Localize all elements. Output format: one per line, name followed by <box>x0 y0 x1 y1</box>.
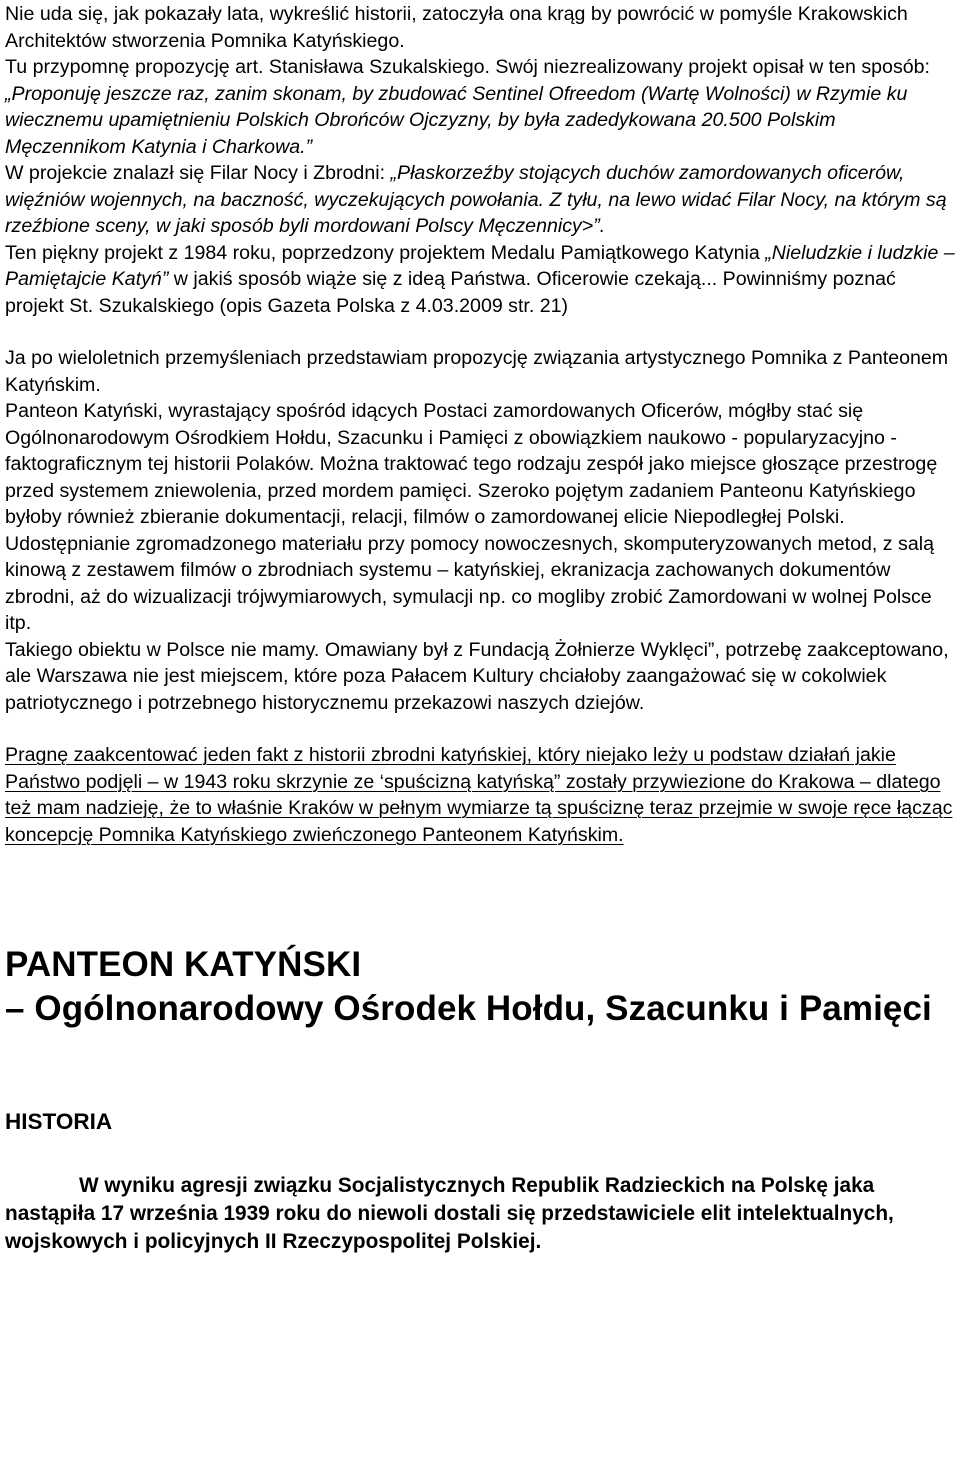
text-no-such-object: Takiego obiektu w Polsce nie mamy. Omawiany był z Fundacją Żołnierze Wyklęci”, potrzebę zaakceptowano, ale Warszawa nie jest miejscem, które poza Pałacem Kultury chciałoby zaangażować się w cokolwiek patriotycznego i potrzebnego historycznemu przekazowi naszych dziejów. <box>5 638 949 714</box>
paragraph-historia-intro: W wyniku agresji związku Socjalistycznych Republik Radzieckich na Polskę jaka nastąpiła 17 września 1939 roku do niewoli dostali się przedstawiciele elit intelektualnych, wojskowych i policyjnych II Rzeczypospolitej Polskiej. <box>5 1174 894 1253</box>
text-filar-line: W projekcie znalazł się Filar Nocy i Zbrodni: <box>5 162 391 184</box>
quote-plaskorzezby: „Płaskorzeźby stojących duchów zamordowanych oficerów, więźniów wojennych, na baczność, wyczekujących powołania. Z tyłu, na lewo widać Filar Nocy, na którym są rzeźbione sceny, w jaki sposób byli mordowani Polscy Męczennicy>”. <box>5 162 947 237</box>
section-heading-historia: HISTORIA <box>5 1109 113 1134</box>
heading-title: PANTEON KATYŃSKI <box>5 945 362 984</box>
text-projekt-end: w jakiś sposób wiąże się z ideą Państwa. Oficerowie czekają... Powinniśmy poznać projekt St. Szukalskiego (opis Gazeta Polska z 4.03.2009 str. 21) <box>5 268 896 317</box>
paragraph-emphasis-underlined: Pragnę zaakcentować jeden fakt z historii zbrodni katyńskiej, który niejako leży u podstaw działań jakie Państwo podjęli – w 1943 roku skrzynie ze ‘spuścizną katyńską” zostały przywiezione do Krakowa – dlatego też mam nadzieję, że to właśnie Kraków w pełnym wymiarze tą spuściznę teraz przejmie w swoje ręce łącząc koncepcję Pomnika Katyńskiego zwieńczonego Panteonem Katyńskim. <box>5 744 953 846</box>
heading-subtitle: – Ogólnonarodowy Ośrodek Hołdu, Szacunku i Pamięci <box>5 989 932 1028</box>
text-szukalski-line: Tu przypomnę propozycję art. Stanisława Szukalskiego. Swój niezrealizowany projekt opisał w ten sposób: <box>5 56 930 78</box>
quote-sentinel: „Proponuję jeszcze raz, zanim skonam, by zbudować Sentinel Ofreedom (Wartę Wolności) w Rzymie ku wiecznemu upamiętnieniu Polskich Obrońców Ojczyzny, by była zadedykowana 20.500 Polskim Męczennikom Katynia i Charkowa.” <box>5 82 908 158</box>
quote-medal: „Nieludzkie i ludzkie – Pamiętajcie Katyń” <box>5 241 955 290</box>
main-heading <box>5 848 957 1031</box>
text-intro-line: Nie uda się, jak pokazały lata, wykreślić historii, zatoczyła ona krąg by powrócić w pomyśle Krakowskich Architektów stworzenia Pomnika Katyńskiego. <box>5 3 908 52</box>
text-proposal-line: Ja po wieloletnich przemyśleniach przedstawiam propozycję związania artystycznego Pomnika z Panteonem Katyńskim. <box>5 347 949 396</box>
text-projekt-line: Ten piękny projekt z 1984 roku, poprzedzony projektem Medalu Pamiątkowego Katynia <box>5 241 766 264</box>
text-panteon-description: Panteon Katyński, wyrastający spośród idących Postaci zamordowanych Oficerów, mógłby stać się Ogólnonarodowym Ośrodkiem Hołdu, Szacunku i Pamięci z obowiązkiem naukowo - popularyzacyjno - faktograficznym tej historii Polaków. Można traktować tego rodzaju zespół jako miejsce głoszące przestrogę przed systemem zniewolenia, przed mordem pamięci. Szeroko pojętym zadaniem Panteonu Katyńskiego byłoby również zbieranie dokumentacji, relacji, filmów o zamordowanej elicie Niepodległej Polski. Udostępnianie zgromadzonego materiału przy pomocy nowoczesnych, skomputeryzowanych metod, z salą kinową z zestawem filmów o zbrodniach systemu – katyńskiej, ekranizacja zachowanych dokumentów zbrodni, aż do wizualizacji trójwymiarowych, symulacji np. co mogliby zrobić Zamordowani w wolnej Polsce itp. <box>5 400 938 634</box>
paragraph-szukalski <box>5 0 957 319</box>
paragraph-panteon-proposal <box>5 319 957 716</box>
document-page <box>5 0 957 1256</box>
